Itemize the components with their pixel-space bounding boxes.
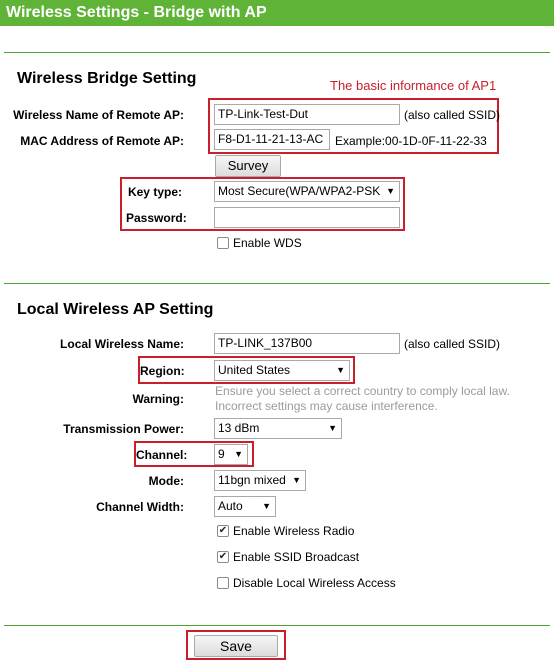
mode-label: Mode: — [148, 474, 184, 488]
chevron-down-icon: ▼ — [292, 475, 301, 485]
local-ssid-hint: (also called SSID) — [404, 337, 501, 351]
disable-local-access-label: Disable Local Wireless Access — [233, 576, 396, 590]
survey-button[interactable]: Survey — [215, 155, 281, 177]
remote-ssid-hint: (also called SSID) — [404, 108, 501, 122]
key-type-value: Most Secure(WPA/WPA2-PSK — [218, 184, 381, 198]
transmission-power-select[interactable] — [214, 418, 342, 439]
mac-example-text: Example:00-1D-0F-11-22-33 — [335, 134, 487, 148]
region-select[interactable] — [214, 360, 350, 381]
remote-ssid-input[interactable]: TP-Link-Test-Dut — [214, 104, 400, 125]
mac-address-input[interactable]: F8-D1-11-21-13-AC — [214, 129, 330, 150]
page-header: Wireless Settings - Bridge with AP — [0, 0, 554, 26]
enable-wds-checkbox[interactable] — [217, 237, 229, 249]
channel-select[interactable] — [214, 444, 248, 465]
chevron-down-icon: ▼ — [234, 449, 243, 459]
chevron-down-icon: ▼ — [336, 365, 345, 375]
password-input[interactable] — [214, 207, 400, 228]
channel-width-label: Channel Width: — [96, 500, 184, 514]
checkmark-icon: ✔ — [218, 525, 228, 536]
password-label: Password: — [126, 211, 187, 225]
warning-label: Warning: — [132, 392, 184, 406]
chevron-down-icon: ▼ — [328, 423, 337, 433]
warning-text-line1: Ensure you select a correct country to comply local law. — [215, 384, 510, 398]
region-value: United States — [218, 363, 291, 377]
divider — [4, 52, 550, 53]
divider — [4, 283, 550, 284]
annotation-ap1: The basic informance of AP1 — [330, 78, 497, 93]
chevron-down-icon: ▼ — [262, 501, 271, 511]
key-type-select[interactable] — [214, 181, 400, 202]
enable-ssid-broadcast-label: Enable SSID Broadcast — [233, 550, 360, 564]
key-type-label: Key type: — [127, 185, 182, 199]
divider — [4, 625, 550, 626]
region-label: Region: — [140, 364, 185, 378]
mode-select[interactable] — [214, 470, 306, 491]
enable-wds-label: Enable WDS — [233, 236, 302, 250]
enable-ssid-broadcast-checkbox[interactable] — [217, 551, 229, 563]
local-ssid-input[interactable]: TP-LINK_137B00 — [214, 333, 400, 354]
disable-local-access-checkbox[interactable] — [217, 577, 229, 589]
enable-wireless-radio-checkbox[interactable] — [217, 525, 229, 537]
channel-width-select[interactable] — [214, 496, 276, 517]
checkmark-icon: ✔ — [218, 551, 228, 562]
mode-value: 11bgn mixed — [218, 473, 286, 487]
remote-ssid-label: Wireless Name of Remote AP: — [13, 108, 184, 122]
channel-value: 9 — [218, 447, 225, 461]
local-ssid-label: Local Wireless Name: — [60, 337, 184, 351]
transmission-power-label: Transmission Power: — [63, 422, 184, 436]
channel-width-value: Auto — [218, 499, 243, 513]
mac-address-label: MAC Address of Remote AP: — [20, 134, 184, 148]
save-button[interactable]: Save — [194, 635, 278, 657]
chevron-down-icon: ▼ — [386, 186, 395, 196]
local-section-title: Local Wireless AP Setting — [17, 301, 214, 318]
transmission-power-value: 13 dBm — [218, 421, 260, 435]
bridge-section-title: Wireless Bridge Setting — [17, 70, 197, 87]
enable-wireless-radio-label: Enable Wireless Radio — [233, 524, 355, 538]
warning-text-line2: Incorrect settings may cause interference. — [215, 399, 438, 413]
channel-label: Channel: — [136, 448, 188, 462]
